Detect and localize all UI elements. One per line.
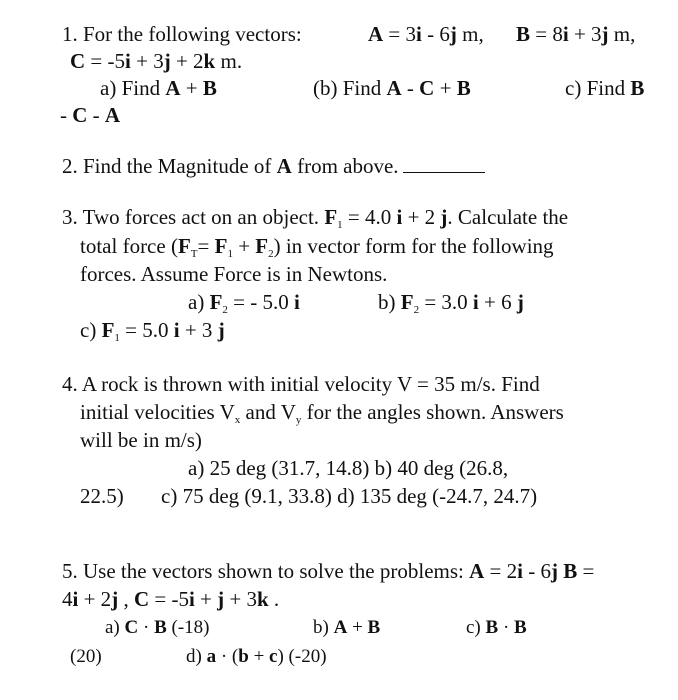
q1-vector-a: A = 3i - 6j m, bbox=[368, 22, 484, 46]
q4-line-4: a) 25 deg (31.7, 14.8) b) 40 deg (26.8, bbox=[188, 456, 509, 480]
q1-vector-c: C = -5i + 3j + 2k m. bbox=[70, 49, 243, 73]
q1-part-a: a) Find A + B bbox=[100, 76, 217, 100]
q3-line-2: total force $(F_T= F_1 + F_2)$ in vector form for the following bbox=[80, 234, 554, 260]
q4-line-2: initial velocities $V_x$ and $V_y$ for the angles shown. Answers bbox=[80, 400, 564, 426]
q3-line-3: forces. Assume Force is in Newtons. bbox=[80, 262, 388, 286]
q3-line-1: 3. Two forces act on an object. $F_1 = 4.0$ i + 2 j. Calculate the bbox=[62, 205, 569, 231]
q1-part-c: c) Find B bbox=[565, 76, 645, 100]
q4-line-5a: 22.5) bbox=[80, 484, 124, 508]
q5-part-c: c) B · B bbox=[466, 617, 527, 638]
q3-part-c: c) $F_1 = 5.0$ i + 3 j bbox=[80, 318, 225, 344]
q5-part-a: a) C · B (-18) bbox=[105, 617, 210, 638]
q4-line-3: will be in m/s) bbox=[80, 428, 202, 452]
q3-part-a: a) $F_2$ = - 5.0 i bbox=[188, 290, 300, 316]
q5-part-d: d) a · (b + c) (-20) bbox=[186, 646, 327, 667]
q3-part-b: b) $F_2 = 3.0$ i + 6 j bbox=[378, 290, 524, 316]
q1-intro: 1. For the following vectors: bbox=[62, 22, 302, 46]
answer-blank bbox=[403, 171, 485, 173]
q5-answer-20: (20) bbox=[70, 646, 102, 667]
q1-vector-b: B = 8i + 3j m, bbox=[516, 22, 636, 46]
q1-part-b: (b) Find A - C + B bbox=[313, 76, 471, 100]
q4-line-1: 4. A rock is thrown with initial velocity V = 35 m/s. Find bbox=[62, 372, 540, 396]
q5-line-2: 4i + 2j , C = -5i + j + 3k . bbox=[62, 587, 280, 611]
q5-line-1: 5. Use the vectors shown to solve the problems: A = 2i - 6j B = bbox=[62, 559, 595, 583]
q1-part-c-continued: - C - A bbox=[60, 103, 121, 127]
q5-part-b: b) A + B bbox=[313, 617, 381, 638]
q4-line-5b: c) 75 deg (9.1, 33.8) d) 135 deg (-24.7, 24.7) bbox=[161, 484, 538, 508]
q2-text: 2. Find the Magnitude of A from above. bbox=[62, 156, 485, 177]
